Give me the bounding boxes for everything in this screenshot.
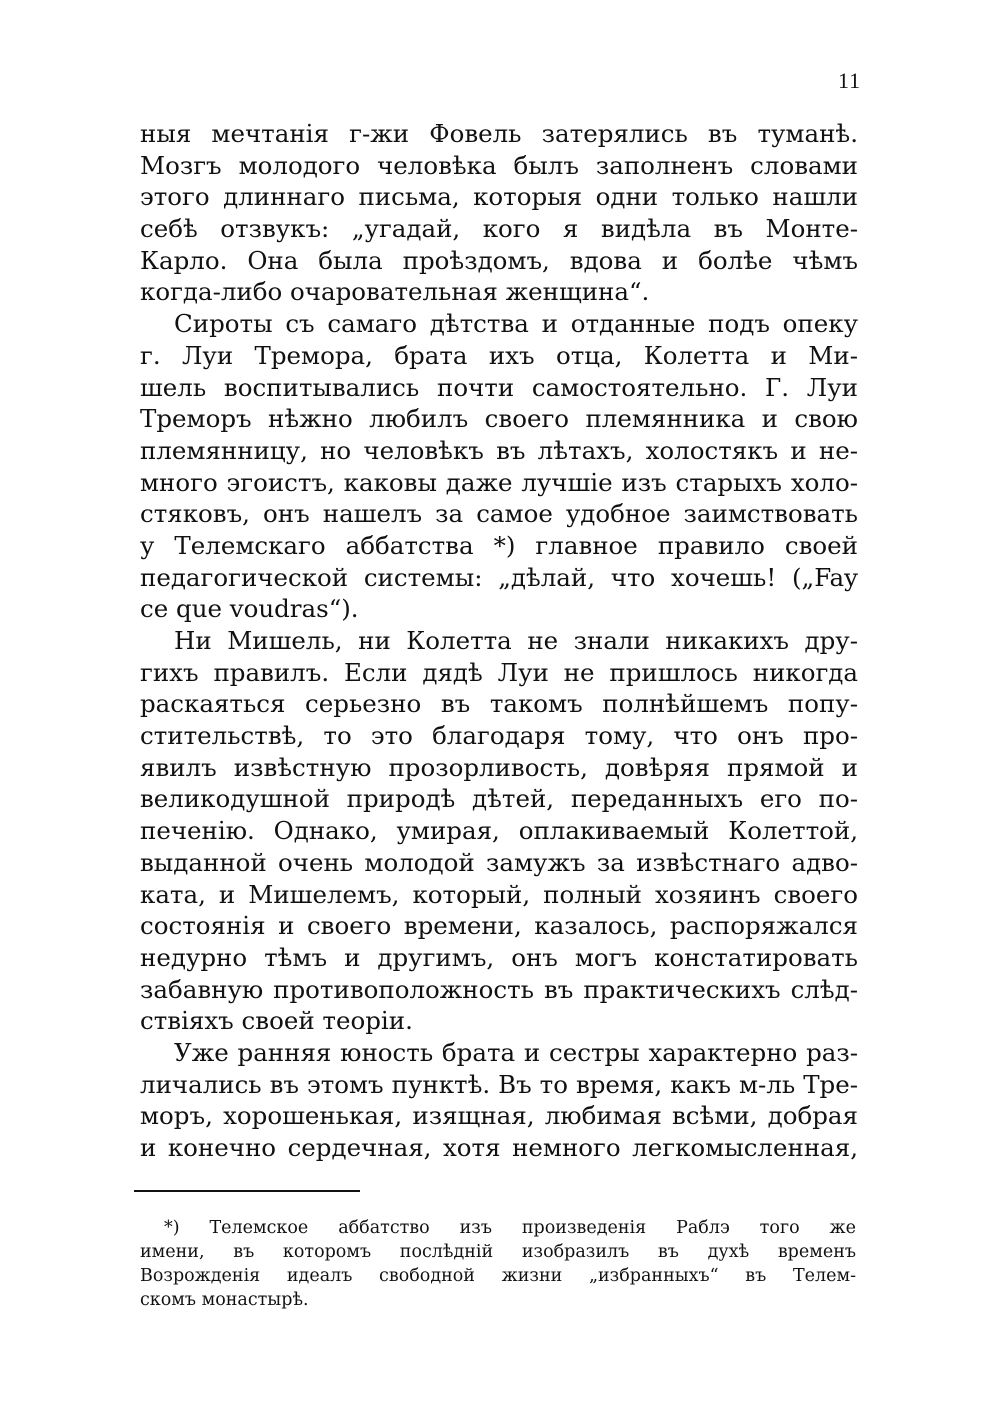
text-line: великодушной природѣ дѣтей, переданныхъ его по-: [140, 784, 858, 814]
footnote-divider: [134, 1190, 360, 1192]
page-number: 11: [838, 68, 862, 93]
text-line: когда-либо очаровательная женщина“.: [140, 277, 650, 307]
text-line: племянницу, но человѣкъ въ лѣтахъ, холостякъ и не-: [140, 435, 858, 465]
text-line: Ни Мишель, ни Колетта не знали никакихъ дру-: [174, 626, 858, 655]
text-line: Карло. Она была проѣздомъ, вдова и болѣе чѣмъ: [140, 245, 858, 275]
footnote-line: Возрожденія идеалъ свободной жизни „избранныхъ“ въ Телем-: [140, 1266, 856, 1286]
text-line: моръ, хорошенькая, изящная, любимая всѣми, добрая: [140, 1101, 858, 1131]
text-line: педагогической системы: „дѣлай, что хочешь! („Fay: [140, 562, 858, 592]
text-line: Сироты съ самаго дѣтства и отданные подъ опеку: [174, 309, 858, 339]
text-line: и конечно сердечная, хотя немного легкомысленная,: [140, 1133, 858, 1162]
text-line: себѣ отзвукъ: „угадай, кого я видѣла въ Монте-: [140, 214, 858, 244]
text-line: недурно тѣмъ и другимъ, онъ могъ констатировать: [140, 942, 858, 972]
text-line: шель воспитывались почти самостоятельно. Г. Луи: [140, 372, 858, 402]
text-line: забавную противоположность въ практическихъ слѣд-: [140, 974, 858, 1004]
text-line: печенію. Однако, умирая, оплакиваемый Колеттой,: [140, 816, 858, 846]
text-line: личались въ этомъ пунктѣ. Въ то время, какъ м-ль Тре-: [140, 1069, 858, 1099]
text-line: Мозгъ молодого человѣка былъ заполненъ словами: [140, 150, 858, 180]
paragraph: [140, 308, 858, 625]
text-line: выданной очень молодой замужъ за извѣстнаго адво-: [140, 847, 858, 877]
text-line: стяковъ, онъ нашелъ за самое удобное заимствовать: [140, 499, 858, 529]
text-line: ката, и Мишелемъ, который, полный хозяинъ своего: [140, 879, 858, 909]
footnote: [140, 1216, 856, 1312]
footnote-line: *) Телемское аббатство изъ произведенія Раблэ того же: [164, 1218, 856, 1238]
text-line: этого длиннаго письма, которыя одни только нашли: [140, 182, 858, 212]
text-line: гихъ правилъ. Если дядѣ Луи не пришлось никогда: [140, 657, 858, 687]
text-line: раскаяться серьезно въ такомъ полнѣйшемъ попу-: [140, 689, 858, 719]
paragraph: [140, 118, 858, 308]
text-line: явилъ извѣстную прозорливость, довѣряя прямой и: [140, 752, 858, 782]
text-line: стительствѣ, то это благодаря тому, что онъ про-: [140, 721, 858, 751]
text-line: много эгоистъ, каковы даже лучшіе изъ старыхъ холо-: [140, 467, 858, 497]
paragraph: [140, 1037, 858, 1164]
footnote-line: имени, въ которомъ послѣдній изобразилъ въ духѣ временъ: [140, 1242, 856, 1262]
text-line: г. Луи Тремора, брата ихъ отца, Колетта и Ми-: [140, 340, 858, 370]
text-line: состоянія и своего времени, казалось, распоряжался: [140, 911, 858, 941]
paragraph: [140, 625, 858, 1037]
text-line: ce que voudras“).: [140, 594, 359, 624]
text-line: ныя мечтанія г-жи Фовель затерялись въ туманѣ.: [140, 119, 858, 148]
text-line: Треморъ нѣжно любилъ своего племянника и свою: [140, 404, 858, 434]
text-line: у Телемскаго аббатства *) главное правило своей: [140, 530, 858, 560]
text-line: ствіяхъ своей теоріи.: [140, 1006, 413, 1036]
main-text: [140, 118, 858, 1164]
footnote-line: скомъ монастырѣ.: [140, 1290, 309, 1310]
text-line: Уже ранняя юность брата и сестры характерно раз-: [174, 1037, 858, 1067]
